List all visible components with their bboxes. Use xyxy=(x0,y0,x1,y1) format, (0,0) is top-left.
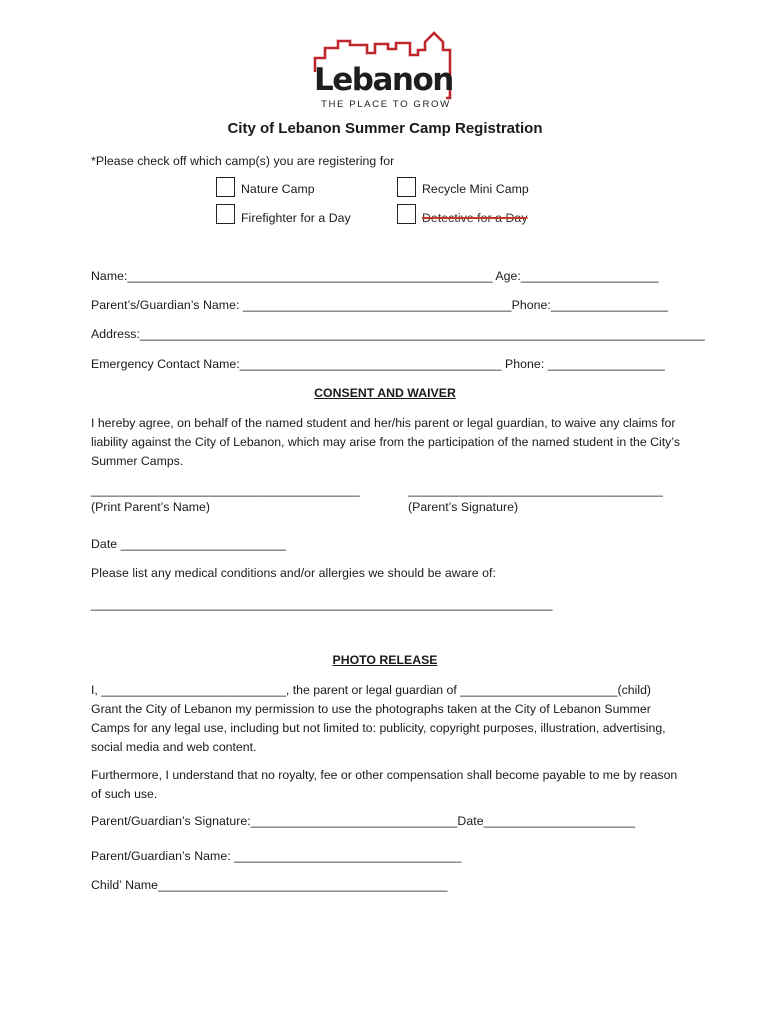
logo-tagline: THE PLACE TO GROW xyxy=(321,99,451,110)
child-name-field[interactable]: Child’ Name__________________________________________ xyxy=(91,878,448,892)
emergency-contact-field[interactable]: Emergency Contact Name:______________________________________ Phone: _________________ xyxy=(91,357,665,371)
photo-release-paragraph: I, ___________________________, the parent or legal guardian of _______________________(child) Grant the City of Lebanon my permission to use the photographs taken at the City of Lebanon Summer Camps for any legal use, including but not limited to: publicity, copyright purposes, illustration, advertising, social media and web content. xyxy=(91,683,666,754)
consent-date-field[interactable]: Date ________________________ xyxy=(91,537,286,551)
parent-signature-label: (Parent’s Signature) xyxy=(408,500,519,514)
camp-label-detective-struck: Detective for a Day xyxy=(422,211,528,225)
medical-conditions-field[interactable]: ___________________________________________________________________ xyxy=(91,597,553,611)
form-title: City of Lebanon Summer Camp Registration xyxy=(227,120,543,137)
photo-release-heading: PHOTO RELEASE xyxy=(332,653,438,667)
camp-checkbox-nature[interactable] xyxy=(216,177,235,197)
city-logo xyxy=(312,28,457,110)
medical-prompt: Please list any medical conditions and/or allergies we should be aware of: xyxy=(91,566,496,580)
address-field[interactable]: Address:__________________________________________________________________________________ xyxy=(91,327,705,341)
name-age-field[interactable]: Name:_____________________________________________________ Age:____________________ xyxy=(91,269,659,283)
camp-instruction: *Please check off which camp(s) you are registering for xyxy=(91,154,395,168)
parent-signature-blank[interactable]: _____________________________________ xyxy=(408,483,663,497)
camp-label-firefighter: Firefighter for a Day xyxy=(241,211,351,225)
camp-checkbox-firefighter[interactable] xyxy=(216,204,235,224)
photo-compensation-paragraph: Furthermore, I understand that no royalty, fee or other compensation shall become payable to me by reason of such use. xyxy=(91,768,678,801)
consent-heading: CONSENT AND WAIVER xyxy=(314,386,456,400)
guardian-name-field[interactable]: Parent/Guardian’s Name: _________________________________ xyxy=(91,849,462,863)
camp-checkbox-detective[interactable] xyxy=(397,204,416,224)
guardian-signature-date-field[interactable]: Parent/Guardian’s Signature:______________________________Date______________________ xyxy=(91,814,636,828)
camp-label-nature: Nature Camp xyxy=(241,182,315,196)
camp-checkbox-recycle[interactable] xyxy=(397,177,416,197)
parent-phone-field[interactable]: Parent’s/Guardian’s Name: _______________________________________Phone:_________________ xyxy=(91,298,668,312)
camp-label-recycle: Recycle Mini Camp xyxy=(422,182,529,196)
print-parent-name-label: (Print Parent’s Name) xyxy=(91,500,211,514)
consent-text: I hereby agree, on behalf of the named student and her/his parent or legal guardian, to waive any claims for liability against the City of Lebanon, which may arise from the participation of the named student in the City’s Summer Camps. xyxy=(91,416,680,468)
logo-wordmark: Lebanon xyxy=(314,62,453,98)
print-parent-name-blank[interactable]: _______________________________________ xyxy=(91,483,360,497)
